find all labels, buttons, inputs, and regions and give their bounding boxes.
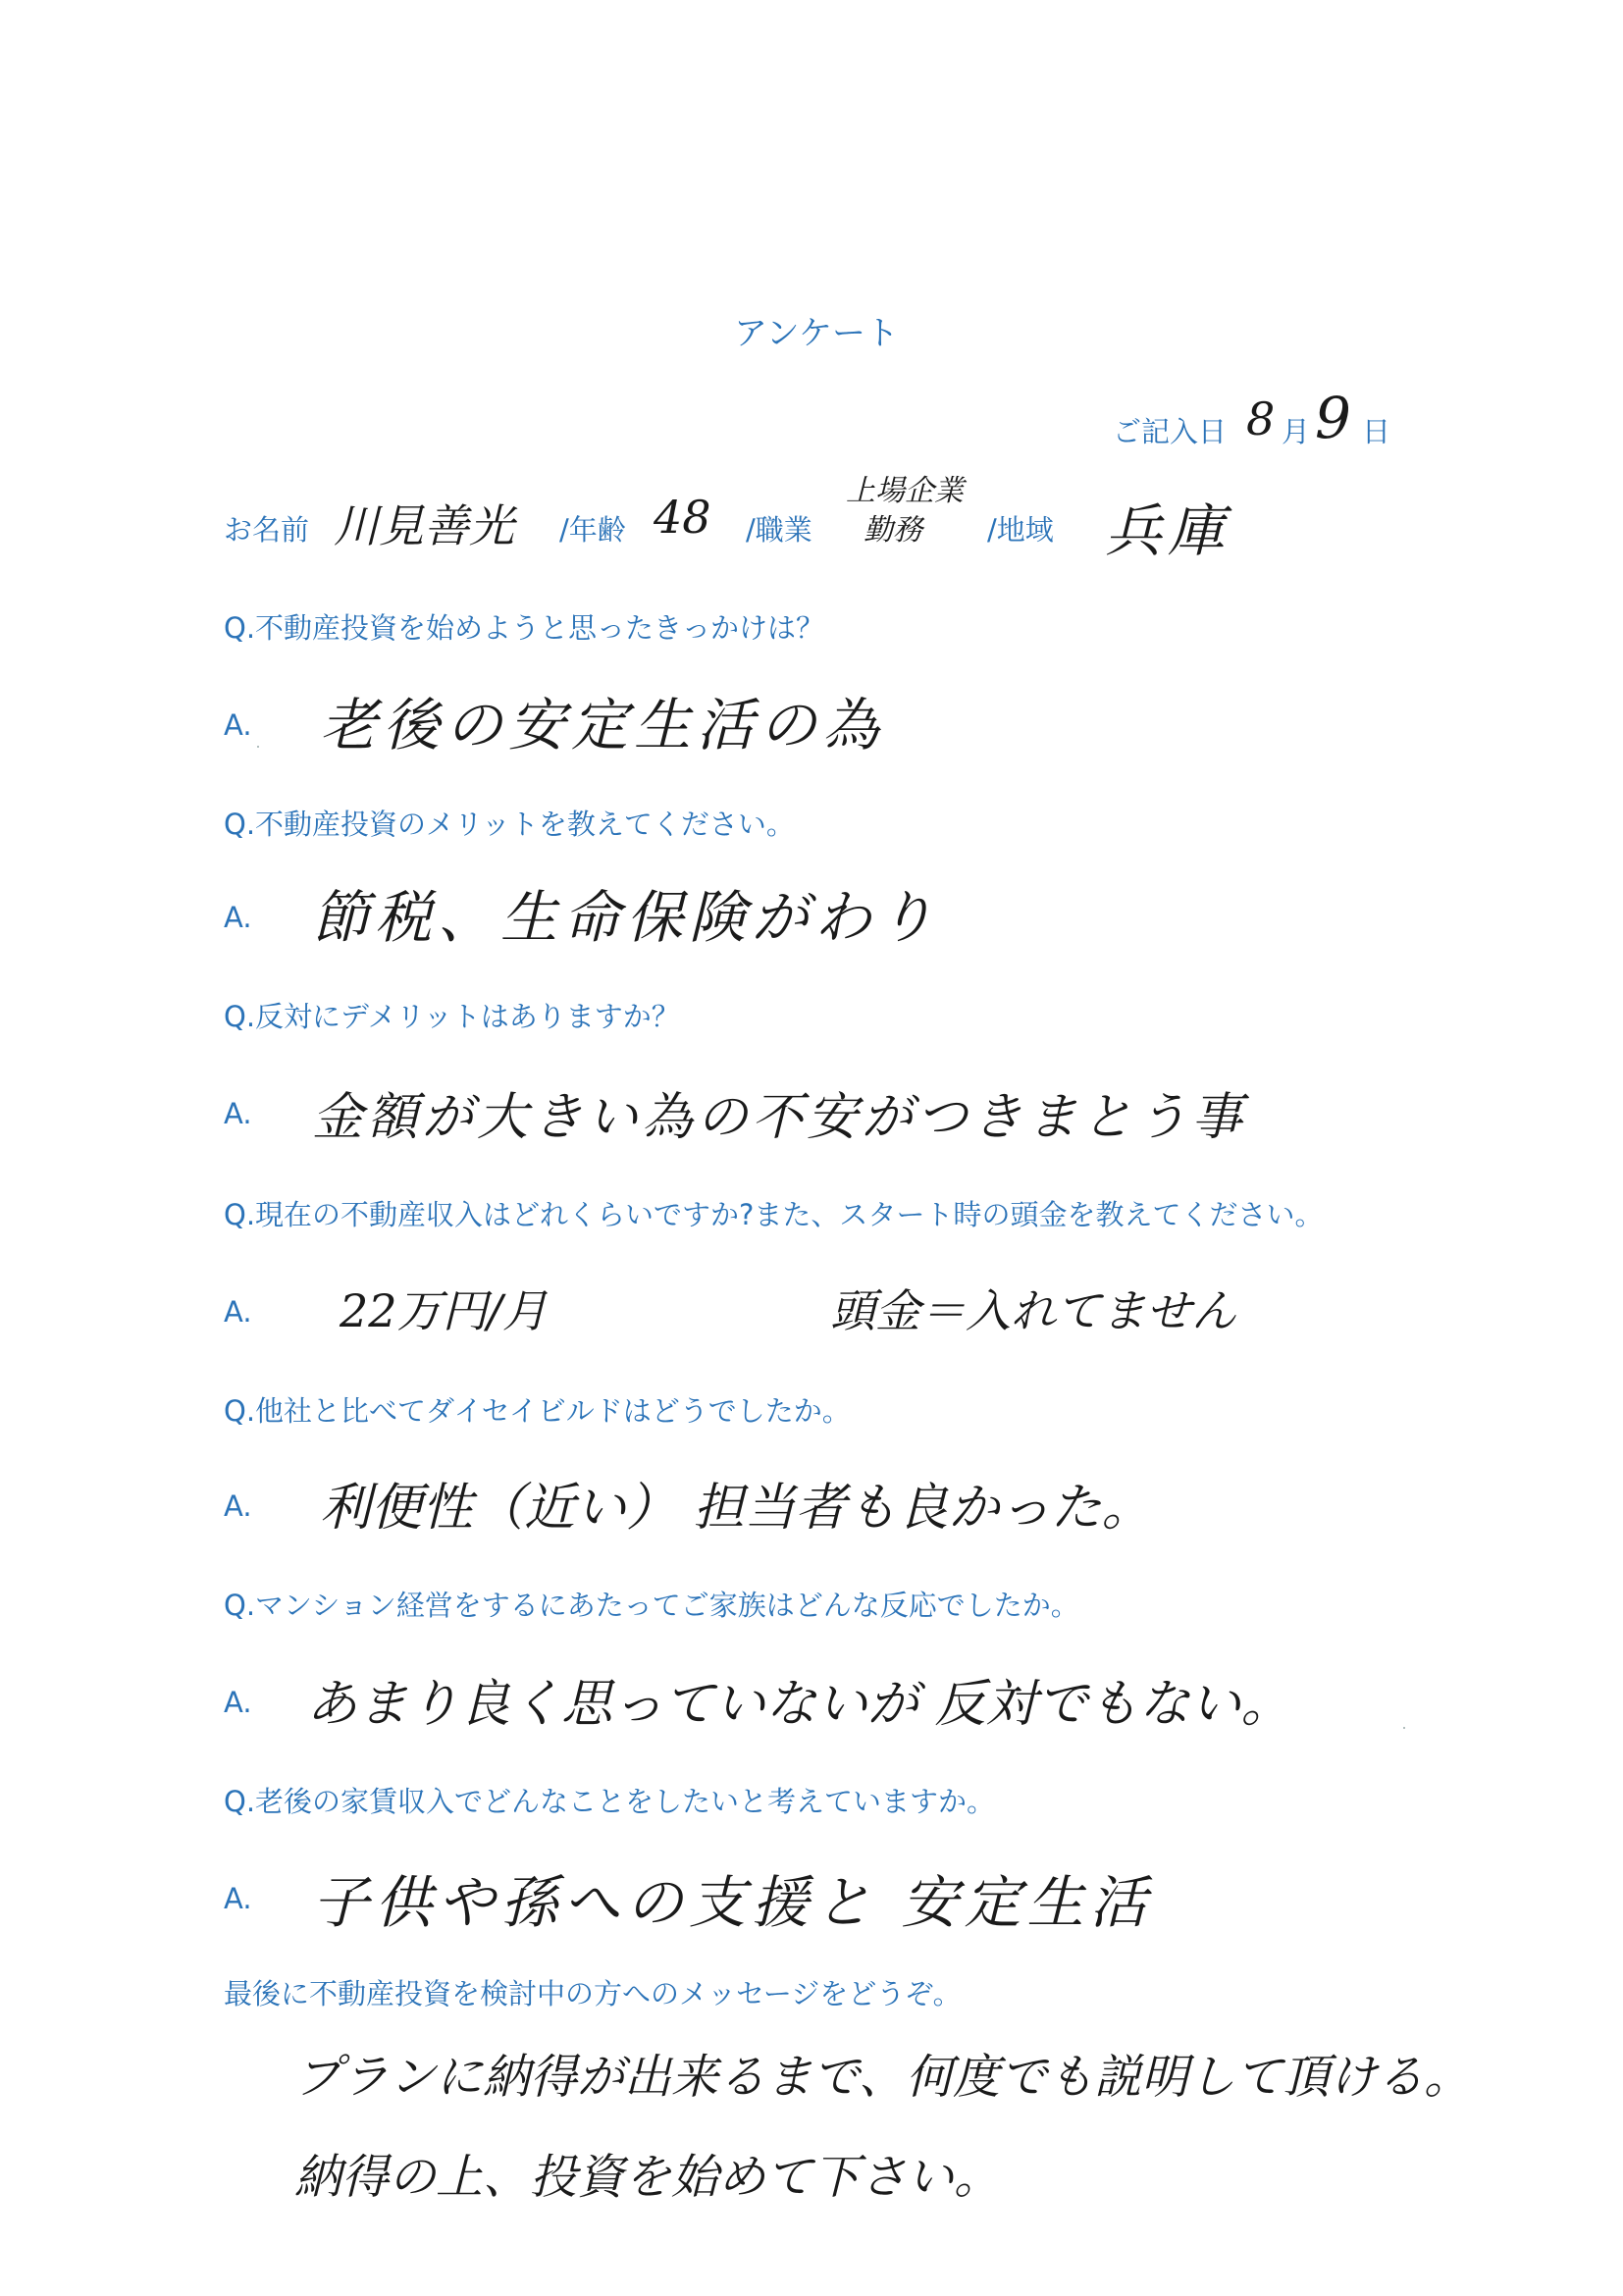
age-label: /年齢 <box>559 513 626 547</box>
name-value: 川見善光 <box>334 499 514 552</box>
answer-4-downpayment: 頭金＝入れてません <box>830 1284 1236 1337</box>
name-label: お名前 <box>224 513 310 547</box>
answer-5: 利便性（近い） 担当者も良かった。 <box>320 1479 1153 1538</box>
final-message-line2: 納得の上、投資を始めて下さい。 <box>294 2150 1002 2205</box>
scan-speck <box>1403 1727 1405 1729</box>
answer-label-2: A. <box>224 901 252 934</box>
answer-label-4: A. <box>224 1295 252 1329</box>
answer-label-7: A. <box>224 1882 252 1915</box>
age-value: 48 <box>654 491 711 544</box>
region-value: 兵庫 <box>1105 497 1231 564</box>
question-7: Q.老後の家賃収入でどんなことをしたいと考えていますか。 <box>224 1785 996 1818</box>
question-4: Q.現在の不動産収入はどれくらいですか?また、スタート時の頭金を教えてください。 <box>224 1198 1324 1231</box>
date-month: 8 <box>1246 392 1276 445</box>
question-3: Q.反対にデメリットはありますか？ <box>224 1000 680 1033</box>
answer-6: あまり良く思っていないが 反対でもない。 <box>306 1675 1292 1734</box>
answer-2: 節税、生命保険がわり <box>312 884 941 951</box>
answer-label-1: A. <box>224 708 252 742</box>
month-label: 月 <box>1282 415 1311 448</box>
answer-label-5: A. <box>224 1489 252 1523</box>
date-day: 9 <box>1315 385 1357 451</box>
final-message-line1: プランに納得が出来るまで、何度でも説明して頂ける。 <box>294 2050 1472 2105</box>
scan-speck <box>257 746 259 748</box>
question-6: Q.マンション経営をするにあたってご家族はどんな反応でしたか。 <box>224 1589 1079 1622</box>
day-label: 日 <box>1362 415 1391 448</box>
job-value-line1: 上場企業 <box>846 474 964 508</box>
region-label: /地域 <box>987 513 1054 547</box>
answer-7: 子供や孫への支援と 安定生活 <box>312 1869 1153 1936</box>
job-value-line2: 勤務 <box>864 513 922 548</box>
answer-label-3: A. <box>224 1097 252 1130</box>
answer-label-6: A. <box>224 1686 252 1719</box>
answer-1: 老後の安定生活の為 <box>320 692 886 758</box>
answer-3: 金額が大きい為の不安がつきまとう事 <box>312 1088 1247 1147</box>
question-1: Q.不動産投資を始めようと思ったきっかけは？ <box>224 611 825 645</box>
answer-4: 22万円/月 <box>340 1284 549 1337</box>
page-title: アンケート <box>734 314 899 353</box>
date-label: ご記入日 <box>1113 415 1228 448</box>
final-prompt: 最後に不動産投資を検討中の方へのメッセージをどうぞ。 <box>224 1977 962 2010</box>
question-5: Q.他社と比べてダイセイビルドはどうでしたか。 <box>224 1394 851 1428</box>
question-2: Q.不動産投資のメリットを教えてください。 <box>224 808 795 841</box>
job-label: /職業 <box>746 513 812 547</box>
